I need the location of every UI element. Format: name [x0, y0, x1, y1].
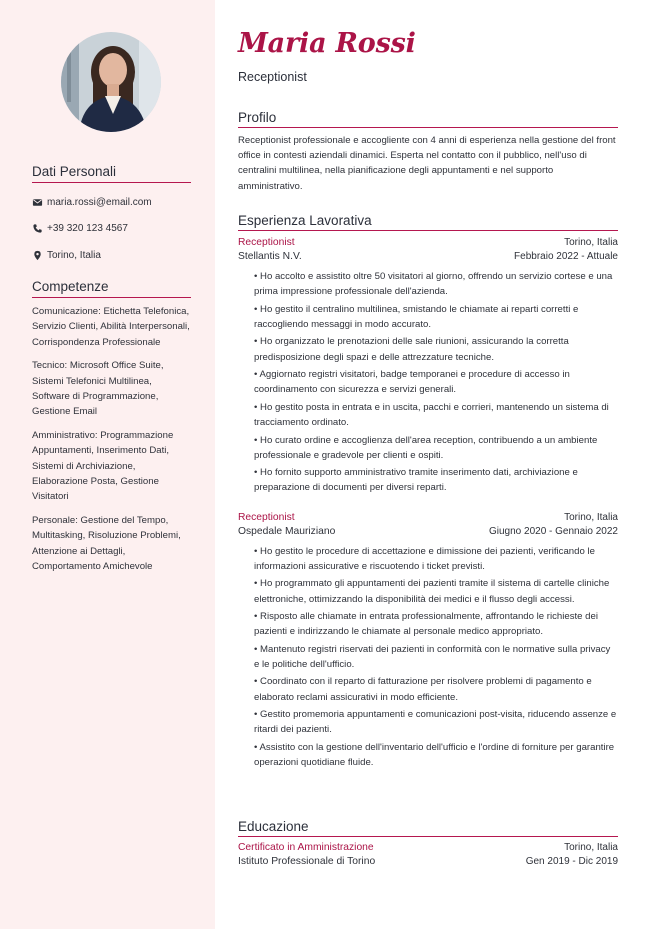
- bullet-item: • Gestito promemoria appuntamenti e comunicazioni post-visita, riducendo assenze e ritardi dei pazienti.: [254, 709, 617, 736]
- skill-group: Personale: Gestione del Tempo, Multitasking, Risoluzione Problemi, Attenzione ai Dettagli, Comportamento Amichevole: [32, 514, 181, 573]
- job-location: Torino, Italia: [564, 511, 618, 523]
- job-bullets: [238, 544, 618, 771]
- experience-section: [238, 213, 618, 773]
- bullet-item: • Ho programmato gli appuntamenti dei pazienti tramite il sistema di cartelle cliniche elettroniche, ottimizzando la disponibilità dei medici e il flusso degli accessi.: [254, 578, 610, 605]
- bullet-item: • Mantenuto registri riservati dei pazienti in conformità con le normative sulla privacy e le politiche dell'ufficio.: [254, 643, 611, 670]
- skill-group: Amministrativo: Programmazione Appuntamenti, Inserimento Dati, Sistemi di Archiviazione, Elaborazione Posta, Gestione Visitatori: [32, 429, 174, 503]
- phone-icon: [32, 223, 43, 234]
- bullet-item: • Ho accolto e assistito oltre 50 visitatori al giorno, offrendo un servizio cortese e una prima impressione professionale dell'azienda.: [254, 271, 613, 298]
- education-dates: Gen 2019 - Dic 2019: [525, 856, 618, 867]
- bullet-item: • Ho fornito supporto amministrativo tramite inserimento dati, archiviazione e preparazione di documenti per diversi reparti.: [254, 467, 578, 494]
- bullet-item: • Ho gestito posta in entrata e in uscita, pacchi e corrieri, mantenendo un sistema di tracciamento ordinato.: [254, 401, 609, 429]
- bullet-item: • Ho gestito le procedure di accettazione e dimissione dei pazienti, verificando le informazioni assicurative e riscuotendo i ticket previsti.: [254, 545, 595, 572]
- profile-photo: [61, 32, 161, 132]
- skills-heading: Competenze: [32, 279, 191, 298]
- job-role: Receptionist: [238, 511, 295, 523]
- sidebar: [0, 0, 215, 929]
- job-title: Receptionist: [238, 70, 307, 84]
- profile-section: [238, 110, 618, 194]
- location-row: [32, 242, 191, 269]
- job-bullets: [238, 269, 618, 496]
- skills-section: [32, 279, 191, 583]
- job-entry: [238, 512, 618, 771]
- bullet-item: • Ho curato ordine e accoglienza dell'area reception, contribuendo a un ambiente professionale e gradevole per clienti e ospiti.: [254, 434, 598, 461]
- personal-info-section: [32, 164, 191, 269]
- candidate-name: Maria Rossi: [238, 28, 416, 59]
- job-dates: Febbraio 2022 - Attuale: [514, 251, 618, 262]
- bullet-item: • Coordinato con il reparto di fatturazione per risolvere problemi di pagamento e elaborato reclami assicurativi in modo efficiente.: [254, 676, 592, 703]
- phone-row: [32, 216, 191, 243]
- profile-heading: Profilo: [238, 110, 618, 128]
- personal-info-heading: Dati Personali: [32, 164, 191, 183]
- bullet-item: • Risposto alle chiamate in entrata professionalmente, affrontando le richieste dei pazienti e indirizzando le chiamate al personale medico appropriato.: [254, 611, 598, 638]
- bullet-item: • Ho organizzato le prenotazioni delle sale riunioni, assicurando la corretta predisposizione degli spazi e delle attrezzature tecniche.: [254, 336, 569, 363]
- skill-group: Tecnico: Microsoft Office Suite, Sistemi Telefonici Multilinea, Software di Programmazione, Gestione Email: [32, 360, 164, 418]
- email-text[interactable]: maria.rossi@email.com: [47, 196, 152, 208]
- job-role: Receptionist: [238, 237, 295, 248]
- phone-text[interactable]: +39 320 123 4567: [47, 223, 128, 235]
- skill-group: Comunicazione: Etichetta Telefonica, Servizio Clienti, Abilità Interpersonali, Corrispondenza Professionale: [32, 306, 190, 348]
- education-section: [238, 819, 618, 870]
- education-degree: Certificato in Amministrazione: [238, 842, 374, 853]
- bullet-item: • Aggiornato registri visitatori, badge temporanei e procedure di accesso in coordinamento con sicurezza e servizi generali.: [254, 369, 570, 396]
- bullet-item: • Ho gestito il centralino multilinea, smistando le chiamate ai reparti corretti e raccogliendo messaggi in modo accurato.: [254, 303, 579, 330]
- education-school: Istituto Professionale di Torino: [238, 856, 376, 867]
- profile-text: Receptionist professionale e accogliente con 4 anni di esperienza nella gestione del front office in contesti aziendali dinamici. Esperta nel contatto con il pubblico, nell'uso di centralini multilinea, nella pianificazione degli appuntamenti e nel supporto amministrativo.: [238, 135, 616, 192]
- experience-heading: Esperienza Lavorativa: [238, 213, 618, 231]
- location-text: Torino, Italia: [47, 249, 101, 261]
- job-company: Ospedale Mauriziano: [238, 525, 336, 537]
- education-heading: Educazione: [238, 819, 618, 837]
- job-company: Stellantis N.V.: [238, 251, 302, 262]
- bullet-item: • Assistito con la gestione dell'inventario dell'ufficio e l'ordine di forniture per garantire operazioni quotidiane fluide.: [254, 741, 615, 769]
- job-entry: [238, 237, 618, 496]
- job-location: Torino, Italia: [564, 237, 618, 248]
- envelope-icon: [32, 197, 43, 208]
- job-dates: Giugno 2020 - Gennaio 2022: [489, 525, 618, 537]
- location-pin-icon: [32, 250, 43, 261]
- email-row: [32, 189, 191, 216]
- education-location: Torino, Italia: [564, 842, 618, 853]
